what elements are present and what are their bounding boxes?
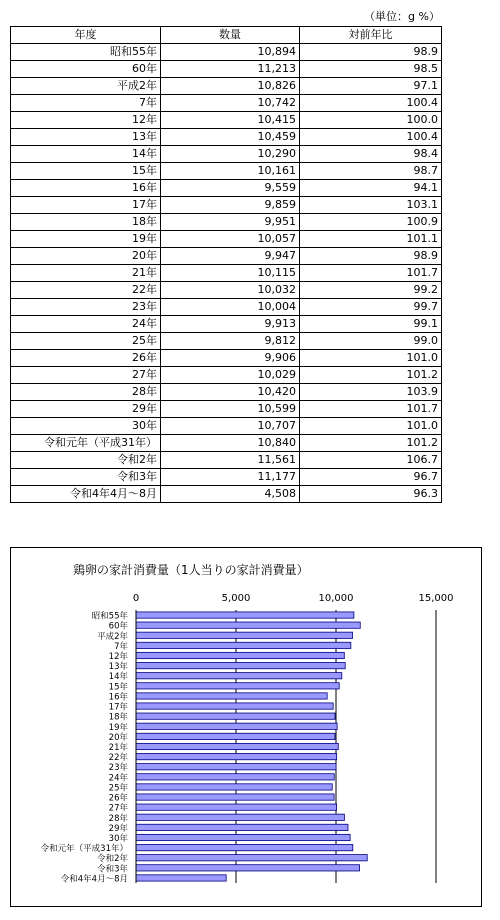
- bar: [136, 855, 367, 861]
- bar: [136, 622, 360, 628]
- bar: [136, 693, 327, 699]
- cell-quantity: 9,906: [161, 350, 300, 367]
- cell-quantity: 9,559: [161, 180, 300, 197]
- table-row: [11, 469, 442, 486]
- cell-year: 29年: [11, 401, 161, 418]
- table-row: [11, 129, 442, 146]
- bar: [136, 612, 354, 618]
- category-label: 令和元年（平成31年）: [40, 844, 128, 855]
- cell-quantity: 9,859: [161, 197, 300, 214]
- cell-year: 16年: [11, 180, 161, 197]
- cell-yoy: 97.1: [300, 78, 442, 95]
- bar: [136, 733, 335, 739]
- cell-quantity: 10,415: [161, 112, 300, 129]
- cell-quantity: 10,004: [161, 299, 300, 316]
- bar-chart: [11, 548, 481, 906]
- header-yoy: 対前年比: [300, 27, 442, 44]
- consumption-table: [10, 26, 442, 503]
- bar: [136, 753, 337, 759]
- cell-year: 27年: [11, 367, 161, 384]
- bar: [136, 774, 334, 780]
- cell-yoy: 100.4: [300, 95, 442, 112]
- category-label: 15年: [108, 682, 128, 693]
- bar: [136, 683, 339, 689]
- cell-yoy: 101.2: [300, 367, 442, 384]
- category-label: 16年: [108, 692, 128, 703]
- cell-quantity: 9,812: [161, 333, 300, 350]
- bar: [136, 764, 336, 770]
- bar: [136, 632, 353, 638]
- cell-year: 令和2年: [11, 452, 161, 469]
- cell-yoy: 98.5: [300, 61, 442, 78]
- cell-year: 令和元年（平成31年）: [11, 435, 161, 452]
- category-label: 30年: [108, 834, 128, 844]
- cell-quantity: 10,840: [161, 435, 300, 452]
- category-label: 令和3年: [97, 864, 128, 875]
- category-label: 20年: [108, 732, 128, 743]
- cell-year: 令和3年: [11, 469, 161, 486]
- table-row: [11, 316, 442, 333]
- category-label: 29年: [108, 823, 128, 834]
- cell-year: 13年: [11, 129, 161, 146]
- bar: [136, 824, 348, 830]
- cell-quantity: 10,032: [161, 282, 300, 299]
- header-quantity: 数量: [161, 27, 300, 44]
- cell-quantity: 9,913: [161, 316, 300, 333]
- table-row: [11, 452, 442, 469]
- cell-year: 26年: [11, 350, 161, 367]
- cell-yoy: 98.4: [300, 146, 442, 163]
- table-row: [11, 384, 442, 401]
- table-row: [11, 367, 442, 384]
- cell-yoy: 101.7: [300, 265, 442, 282]
- bar: [136, 875, 226, 881]
- category-label: 平成2年: [97, 631, 128, 642]
- cell-quantity: 11,213: [161, 61, 300, 78]
- table-row: [11, 197, 442, 214]
- cell-year: 60年: [11, 61, 161, 78]
- cell-year: 20年: [11, 248, 161, 265]
- cell-yoy: 99.1: [300, 316, 442, 333]
- table-row: [11, 163, 442, 180]
- table-body: [11, 44, 442, 503]
- table-row: [11, 180, 442, 197]
- cell-yoy: 96.3: [300, 486, 442, 503]
- cell-yoy: 101.0: [300, 350, 442, 367]
- cell-year: 昭和55年: [11, 44, 161, 61]
- table-row: [11, 112, 442, 129]
- category-label: 7年: [114, 641, 128, 652]
- cell-quantity: 10,599: [161, 401, 300, 418]
- bar: [136, 794, 334, 800]
- cell-quantity: 10,115: [161, 265, 300, 282]
- cell-year: 21年: [11, 265, 161, 282]
- unit-note: （単位：g %）: [364, 10, 440, 23]
- category-label: 60年: [108, 621, 128, 632]
- cell-yoy: 100.0: [300, 112, 442, 129]
- bar: [136, 784, 332, 790]
- bar: [136, 834, 350, 840]
- bar: [136, 703, 333, 709]
- cell-yoy: 99.0: [300, 333, 442, 350]
- cell-yoy: 96.7: [300, 469, 442, 486]
- cell-yoy: 100.9: [300, 214, 442, 231]
- table-row: [11, 282, 442, 299]
- cell-yoy: 101.7: [300, 401, 442, 418]
- cell-quantity: 10,707: [161, 418, 300, 435]
- bar: [136, 743, 338, 749]
- bar: [136, 642, 351, 648]
- cell-quantity: 9,947: [161, 248, 300, 265]
- cell-quantity: 10,161: [161, 163, 300, 180]
- cell-quantity: 10,742: [161, 95, 300, 112]
- cell-yoy: 94.1: [300, 180, 442, 197]
- bar: [136, 804, 337, 810]
- table-row: [11, 435, 442, 452]
- category-label: 22年: [108, 753, 128, 764]
- cell-year: 30年: [11, 418, 161, 435]
- category-label: 25年: [108, 783, 128, 794]
- chart-title: 鶏卵の家計消費量（1人当りの家計消費量）: [73, 563, 309, 577]
- cell-yoy: 98.9: [300, 248, 442, 265]
- cell-year: 22年: [11, 282, 161, 299]
- bar: [136, 723, 337, 729]
- category-label: 13年: [108, 662, 128, 673]
- cell-yoy: 101.1: [300, 231, 442, 248]
- cell-year: 24年: [11, 316, 161, 333]
- x-tick-label: 15,000: [418, 593, 454, 604]
- category-label: 19年: [108, 722, 128, 733]
- cell-yoy: 98.7: [300, 163, 442, 180]
- cell-yoy: 101.0: [300, 418, 442, 435]
- x-tick-label: 0: [132, 593, 140, 604]
- cell-quantity: 10,029: [161, 367, 300, 384]
- category-label: 12年: [108, 652, 128, 662]
- cell-quantity: 4,508: [161, 486, 300, 503]
- table-row: [11, 61, 442, 78]
- bar: [136, 814, 344, 820]
- cell-yoy: 101.2: [300, 435, 442, 452]
- cell-yoy: 103.1: [300, 197, 442, 214]
- chart-panel: [10, 547, 482, 907]
- cell-yoy: 103.9: [300, 384, 442, 401]
- table-header-row: [11, 27, 442, 44]
- category-label: 14年: [108, 672, 128, 683]
- cell-quantity: 11,177: [161, 469, 300, 486]
- category-label: 17年: [108, 702, 128, 713]
- cell-year: 28年: [11, 384, 161, 401]
- category-label: 令和2年: [97, 854, 128, 865]
- category-label: 26年: [108, 793, 128, 804]
- table-row: [11, 231, 442, 248]
- table-row: [11, 146, 442, 163]
- bar: [136, 713, 335, 719]
- cell-quantity: 10,420: [161, 384, 300, 401]
- x-tick-label: 5,000: [221, 593, 251, 604]
- cell-quantity: 10,057: [161, 231, 300, 248]
- table-row: [11, 401, 442, 418]
- cell-yoy: 98.9: [300, 44, 442, 61]
- table-row: [11, 486, 442, 503]
- cell-yoy: 106.7: [300, 452, 442, 469]
- table-row: [11, 95, 442, 112]
- cell-year: 15年: [11, 163, 161, 180]
- cell-year: 18年: [11, 214, 161, 231]
- category-label: 23年: [108, 763, 128, 774]
- table-row: [11, 333, 442, 350]
- bar: [136, 662, 345, 668]
- cell-year: 平成2年: [11, 78, 161, 95]
- bar: [136, 844, 353, 850]
- category-label: 18年: [108, 712, 128, 723]
- table-row: [11, 350, 442, 367]
- cell-year: 17年: [11, 197, 161, 214]
- category-label: 24年: [108, 773, 128, 784]
- table-row: [11, 248, 442, 265]
- cell-year: 12年: [11, 112, 161, 129]
- category-label: 28年: [108, 813, 128, 824]
- bar: [136, 652, 344, 658]
- table-row: [11, 214, 442, 231]
- table-row: [11, 78, 442, 95]
- category-label: 27年: [108, 803, 128, 814]
- cell-quantity: 10,826: [161, 78, 300, 95]
- cell-year: 7年: [11, 95, 161, 112]
- cell-quantity: 9,951: [161, 214, 300, 231]
- cell-quantity: 10,459: [161, 129, 300, 146]
- table-row: [11, 265, 442, 282]
- cell-year: 令和4年4月～8月: [11, 486, 161, 503]
- bar: [136, 673, 342, 679]
- x-tick-label: 10,000: [318, 593, 354, 604]
- bar: [136, 865, 360, 871]
- cell-yoy: 100.4: [300, 129, 442, 146]
- cell-yoy: 99.2: [300, 282, 442, 299]
- table-row: [11, 299, 442, 316]
- category-label: 令和4年4月～8月: [60, 874, 128, 885]
- table-row: [11, 44, 442, 61]
- table-row: [11, 418, 442, 435]
- cell-quantity: 11,561: [161, 452, 300, 469]
- category-label: 昭和55年: [91, 611, 128, 622]
- cell-quantity: 10,894: [161, 44, 300, 61]
- cell-yoy: 99.7: [300, 299, 442, 316]
- cell-year: 14年: [11, 146, 161, 163]
- cell-year: 19年: [11, 231, 161, 248]
- cell-year: 25年: [11, 333, 161, 350]
- header-year: 年度: [11, 27, 161, 44]
- cell-year: 23年: [11, 299, 161, 316]
- cell-quantity: 10,290: [161, 146, 300, 163]
- category-label: 21年: [108, 743, 128, 753]
